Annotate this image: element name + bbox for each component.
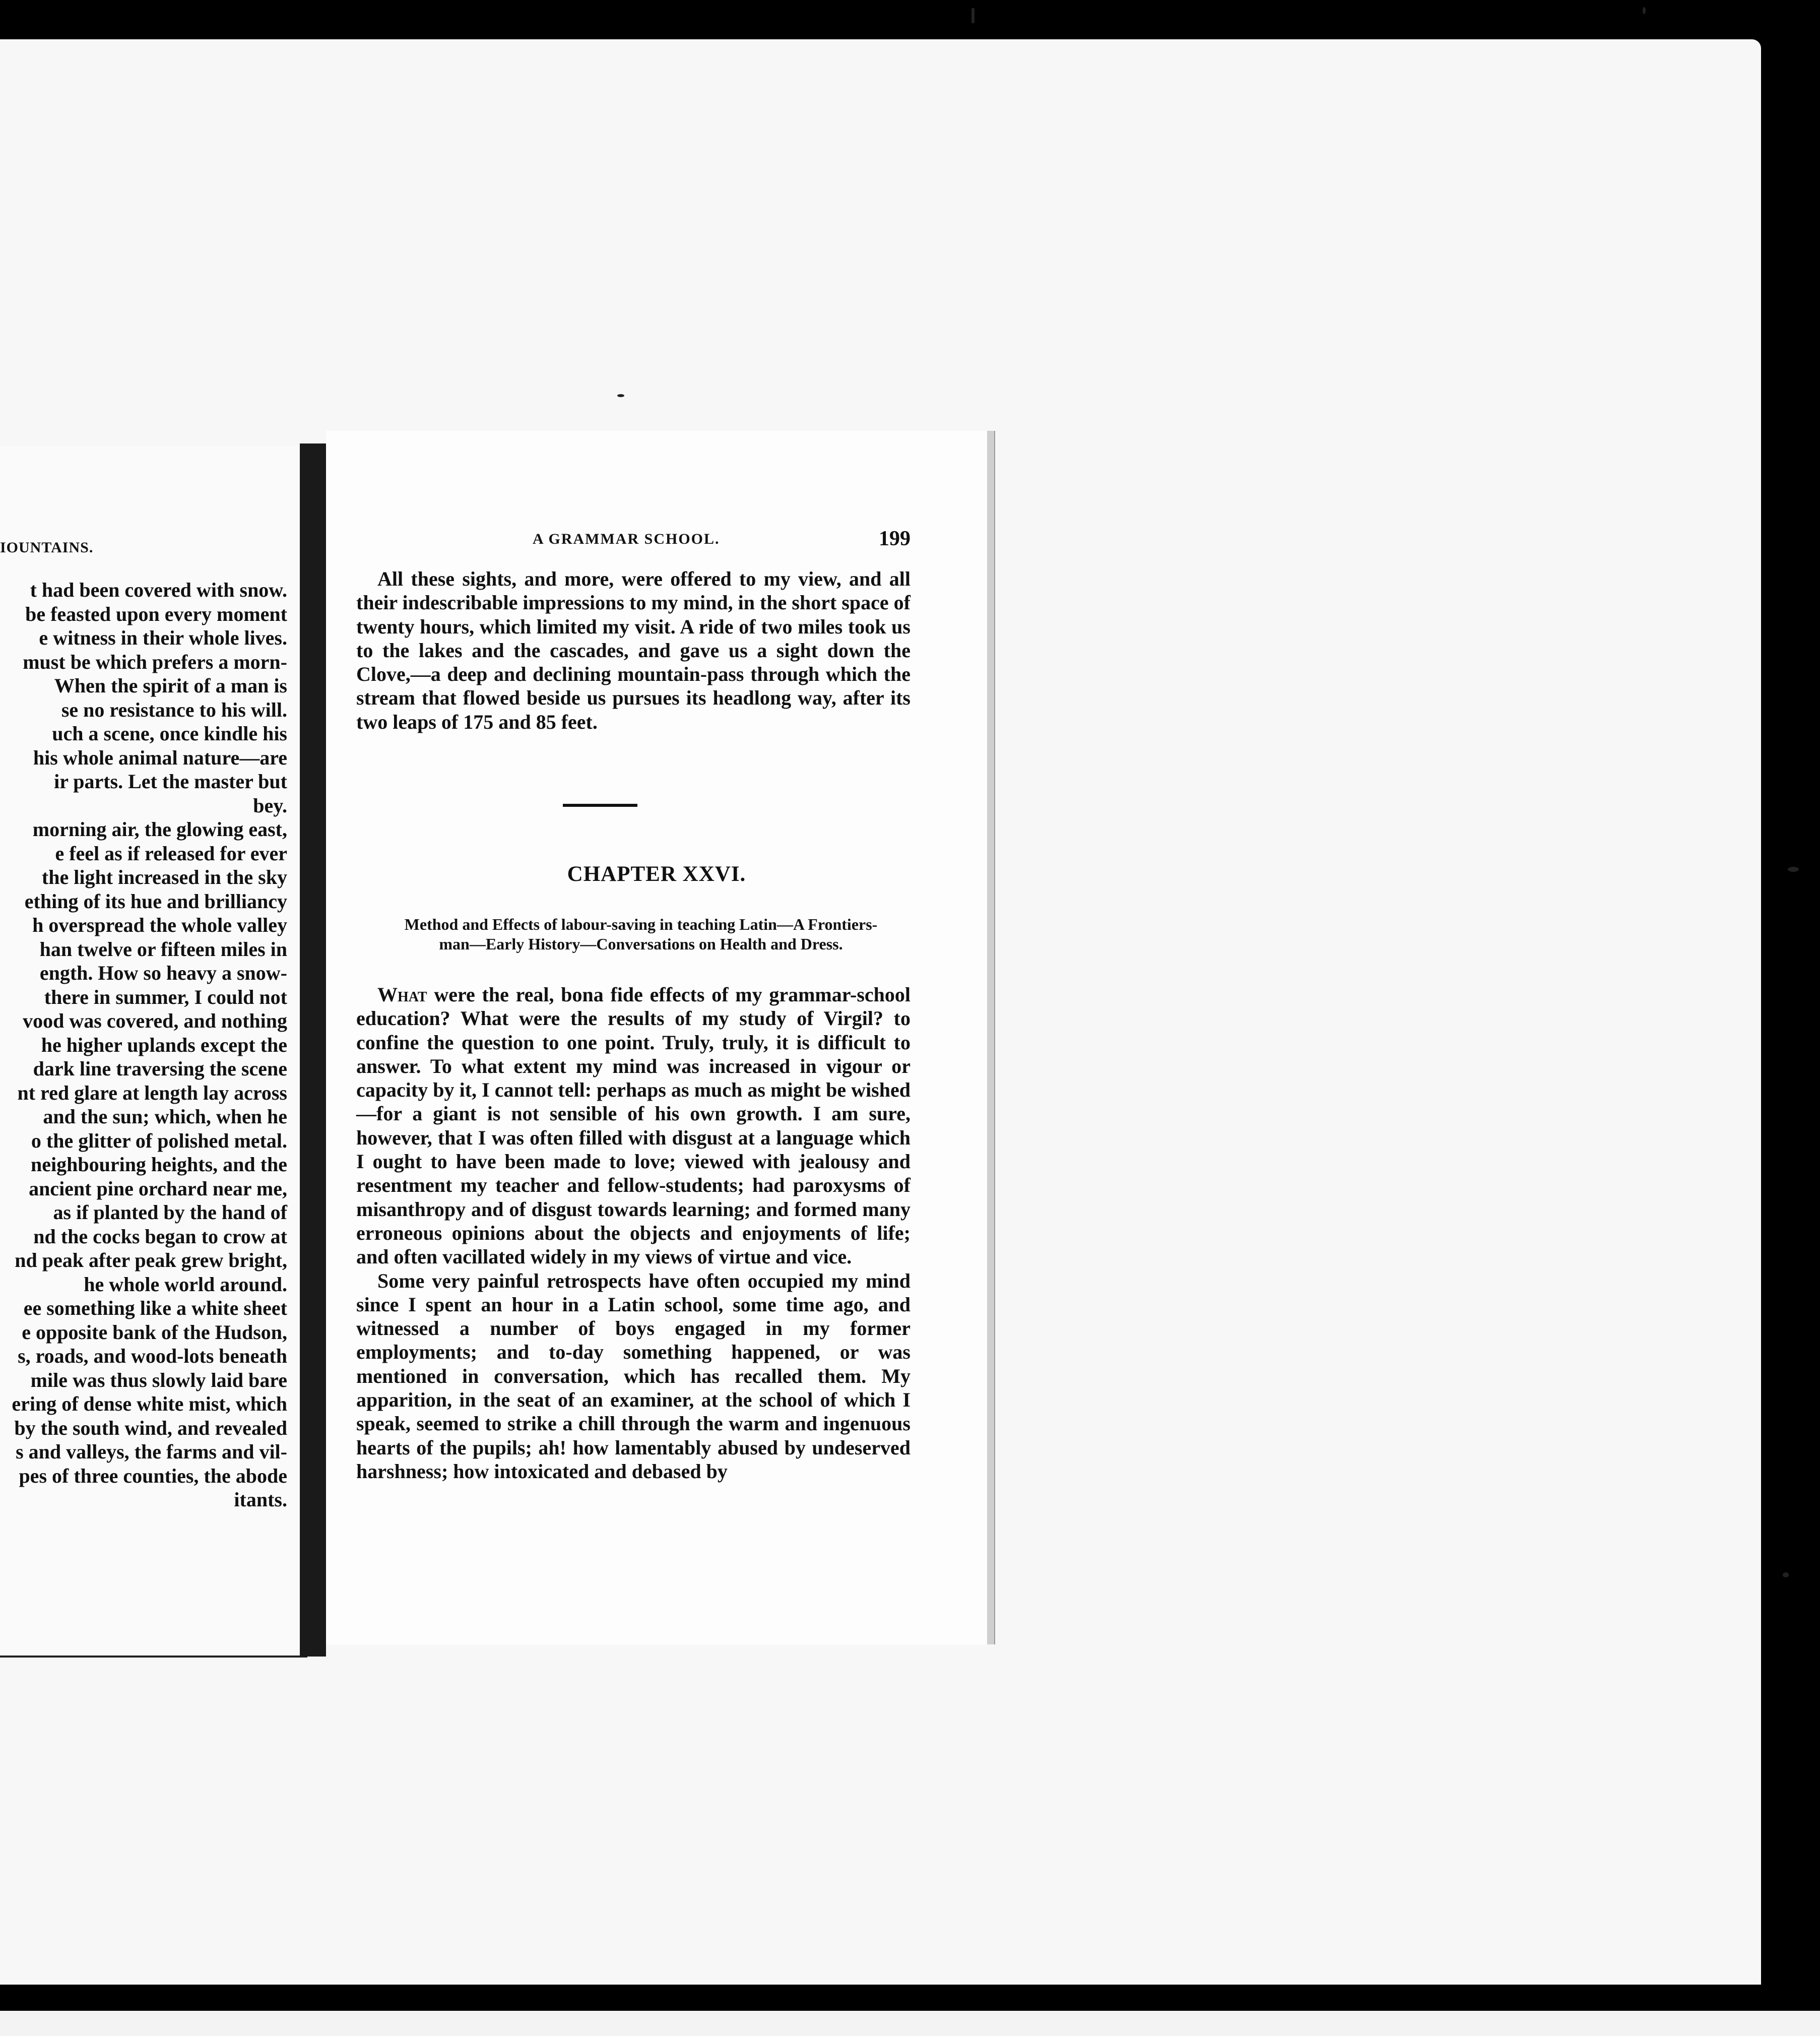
left-page-line: pes of three counties, the abode [19,1464,287,1487]
synopsis-line-1: Method and Effects of labour-saving in teaching Latin—A Frontiers- [404,915,878,933]
chapter-body [356,983,911,1483]
left-page-line: dark line traversing the scene [33,1057,287,1080]
scan-speck [617,394,624,397]
left-page-line: e feel as if released for ever [55,842,287,865]
left-page-line: he whole world around. [84,1272,287,1296]
chapter-title: CHAPTER XXVI. [567,862,746,886]
paragraph-2 [356,983,911,1269]
page-number: 199 [879,527,911,550]
left-page-line: s, roads, and wood-lots beneath [18,1345,287,1367]
left-page-line: e witness in their whole lives. [39,626,287,649]
left-page-line: se no resistance to his will. [61,698,287,721]
paragraph-2-lead: What [377,983,427,1006]
scan-speck [1643,7,1646,14]
left-page-line: ering of dense white mist, which [12,1392,287,1415]
left-page-line: his whole animal nature—are [33,746,287,769]
left-page-line: as if planted by the hand of [53,1201,287,1224]
left-page-line: h overspread the whole valley [32,914,287,936]
left-page-line: s and valleys, the farms and vil- [16,1440,287,1463]
left-page-line: neighbouring heights, and the [30,1153,287,1176]
left-page-line: o the glitter of polished metal. [31,1129,287,1152]
left-page-line: he higher uplands except the [41,1033,287,1056]
left-page-line: uch a scene, once kindle his [52,722,287,745]
left-page-line: e opposite bank of the Hudson, [22,1320,287,1344]
paragraph-2-text: were the real, bona fide effects of my grammar-school education? What were the results of my study of Virgil? to confine the question to one point. Truly, truly, it is difficult to answer. To what extent my mind was increased in vigour or capacity by it, I cannot tell: perhaps as much as might be wished—for a giant is not sensible of his own growth. I am sure, however, that I was often filled with disgust at a language which I ought to have been made to love; viewed with jealousy and resentment my teacher and fellow-students; had paroxysms of misanthropy and of disgust towards learning; and formed many erroneous opinions about the objects and enjoyments of life; and often vacillated widely in my views of virtue and vice. [356,983,911,1268]
left-page-line: nt red glare at length lay across [17,1081,287,1104]
book-gutter [300,443,326,1657]
left-page-line: When the spirit of a man is [54,674,287,697]
left-page-line: vood was covered, and nothing [23,1009,287,1032]
left-page-line: nd the cocks began to crow at [33,1225,287,1248]
left-page-line: morning air, the glowing east, [32,818,287,841]
left-page-line: ee something like a white sheet [23,1297,287,1319]
left-page-line: by the south wind, and revealed [14,1416,287,1439]
left-page-text [0,578,287,1512]
left-page-line: itants. [234,1488,287,1511]
left-page-line: ancient pine orchard near me, [29,1177,287,1200]
scan-speck [1783,1572,1789,1577]
scan-speck [1788,867,1799,872]
left-page-line: ength. How so heavy a snow- [39,962,287,984]
left-page-line: han twelve or fifteen miles in [39,937,287,961]
next-frame-edge [0,2011,1820,2036]
right-page [326,431,994,1644]
chapter-synopsis [356,915,926,954]
left-page-line: there in summer, I could not [44,985,287,1008]
paragraph-3: Some very painful retrospects have often occupied my mind since I spent an hour in a Latin school, some time ago, and witnessed a number of boys engaged in my former employments; and to-day something happened, or was mentioned in conversation, which has recalled them. My apparition, in the seat of an examiner, at the school of which I speak, seemed to strike a chill through the warm and ingenuous hearts of the pupils; ah! how lamentably abused by undeserved harshness; how intoxicated and debased by [356,1269,911,1483]
left-page-line: must be which prefers a morn- [23,650,287,673]
left-page-line: mile was thus slowly laid bare [30,1368,287,1391]
running-head [356,527,921,552]
left-running-head: IOUNTAINS. [0,539,94,556]
synopsis-line-2: man—Early History—Conversations on Health and Dress. [439,935,843,953]
scan-speck [971,8,974,23]
left-page-line: the light increased in the sky [41,866,287,888]
section-rule [563,804,637,807]
left-page-line: ething of its hue and brilliancy [24,889,287,913]
paragraph-1 [356,567,911,734]
left-page-line: ir parts. Let the master but [54,770,287,793]
left-page [0,446,307,1658]
left-page-line: and the sun; which, when he [43,1105,287,1128]
left-page-line: nd peak after peak grew bright, [15,1249,287,1271]
left-page-line: be feasted upon every moment [25,602,287,625]
running-title: A GRAMMAR SCHOOL. [533,531,720,547]
left-page-line: bey. [253,794,287,817]
paragraph-1-text: All these sights, and more, were offered to my view, and all their indescribable impressions to my mind, in the short space of twenty hours, which limited my visit. A ride of two miles took us to the lakes and the cascades, and gave us a sight down the Clove,—a deep and declining mountain-pass through which the stream that flowed beside us pursues its headlong way, after its two leaps of 175 and 85 feet. [356,567,911,733]
left-page-line: t had been covered with snow. [30,579,287,601]
